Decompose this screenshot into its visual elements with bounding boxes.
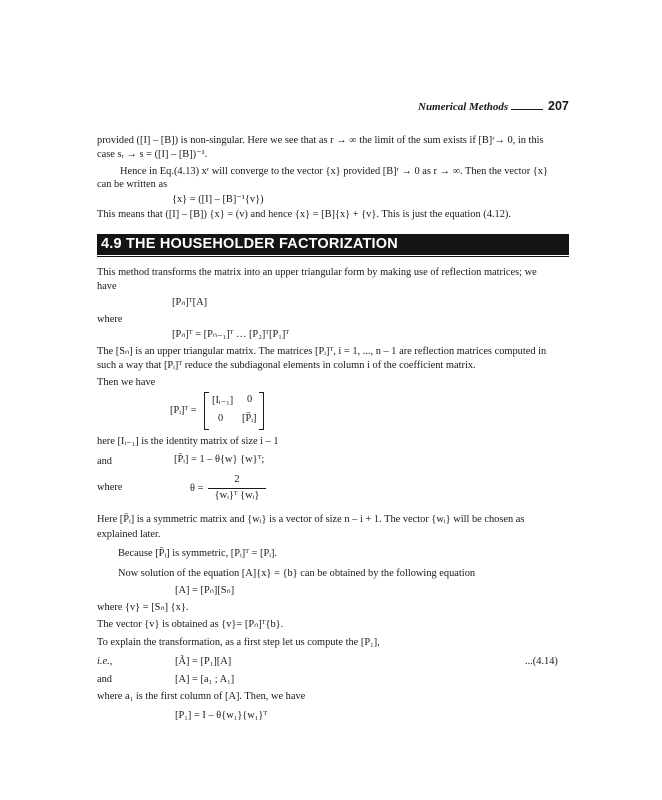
text-line: have: [97, 281, 117, 292]
text-line: where a₁ is the first column of [A]. Then, we have: [97, 691, 306, 702]
equation-number: ...(4.14): [525, 656, 558, 667]
equation: [Ã] = [P₁][A]: [175, 656, 232, 667]
text-line: The vector {v} is obtained as {v}= [Pₙ]ᵀ{b}.: [97, 619, 284, 630]
equation: {x} = ([I] – [B]⁻¹{v}): [172, 194, 264, 205]
running-head-title: Numerical Methods: [418, 101, 509, 113]
text-line: provided ([I] – [B]) is non-singular. Here we see that as r → ∞ the limit of the sum exists if [B]ʳ→ 0, in this: [97, 135, 544, 146]
text-line: where {v} = [Sₙ] {x}.: [97, 602, 189, 613]
equation: [P₁] = I – θ{w₁}{w₁}ᵀ: [175, 710, 268, 721]
text-line: Then we have: [97, 377, 156, 388]
text-line: where: [97, 482, 123, 493]
section-underline: [97, 256, 569, 257]
text-line: Hence in Eq.(4.13) xʳ will converge to the vector {x} provided [B]ʳ → 0 as r → ∞. Then the vector {x}: [120, 166, 548, 177]
text-line: i.e.,: [97, 656, 113, 667]
section-title: 4.9 THE HOUSEHOLDER FACTORIZATION: [101, 236, 398, 252]
left-bracket: [204, 392, 209, 430]
fraction-bar: [208, 488, 266, 489]
text-line: can be written as: [97, 179, 168, 190]
fraction-denominator: {wᵢ}ᵀ {wᵢ}: [214, 490, 260, 501]
equation: [Pₙ]ᵀ[A]: [172, 297, 208, 308]
text-line: This method transforms the matrix into an upper triangular form by making use of reflection matrices; we: [97, 267, 537, 278]
text-line: Now solution of the equation [A]{x} = {b} can be obtained by the following equation: [118, 568, 476, 579]
page-number: 207: [548, 99, 569, 113]
text-line: such a way that [Pᵢ]ᵀ reduce the subdiagonal elements in column i of the coefficient matrix.: [97, 360, 476, 371]
text-line: This means that ([I] – [B]) {x} = (v) and hence {x} = [B]{x} + {v}. This is just the equation (4.12).: [97, 209, 511, 220]
running-head-rule: [511, 109, 543, 110]
text-line: and: [97, 456, 113, 467]
equation: [Pₙ]ᵀ = [Pₙ₋₁]ᵀ … [P₂]ᵀ[P₁]ᵀ: [172, 329, 290, 340]
theta-lhs: θ =: [190, 483, 204, 494]
text-line: where: [97, 314, 123, 325]
equation: [A] = [a₁ ; A₁]: [175, 674, 235, 685]
text-line: here [Iᵢ₋₁] is the identity matrix of size i – 1: [97, 436, 279, 447]
matrix-cell: 0: [218, 413, 224, 424]
text-line: case sᵣ → s = ([I] – [B])⁻¹.: [97, 149, 208, 160]
section-heading-bar: [97, 234, 569, 255]
text-line: Here [P̄ᵢ] is a symmetric matrix and {wᵢ} is a vector of size n – i + 1. The vector {wᵢ} will be chosen as: [97, 514, 525, 525]
block-matrix: [204, 392, 264, 430]
right-bracket: [259, 392, 264, 430]
matrix-lhs: [Pᵢ]ᵀ =: [170, 405, 197, 416]
text-line: Because [P̄ᵢ] is symmetric, [Pᵢ]ᵀ = [Pᵢ].: [118, 548, 278, 559]
matrix-cell: [Iᵢ₋₁]: [212, 395, 234, 406]
matrix-cell: 0: [247, 394, 253, 405]
text-line: explained later.: [97, 529, 161, 540]
text-line: The [Sₙ] is an upper triangular matrix. The matrices [Pᵢ]ᵀ, i = 1, ..., n – 1 are reflection matrices computed in: [97, 346, 547, 357]
text-line: and: [97, 674, 113, 685]
equation: [P̄ᵢ] = 1 – θ{w} {w}ᵀ;: [174, 454, 265, 465]
text-line: To explain the transformation, as a first step let us compute the [P₁],: [97, 637, 380, 648]
matrix-cell: [P̄ᵢ]: [242, 413, 257, 424]
fraction-numerator: 2: [234, 474, 240, 485]
equation: [A] = [Pₙ][Sₙ]: [175, 585, 235, 596]
